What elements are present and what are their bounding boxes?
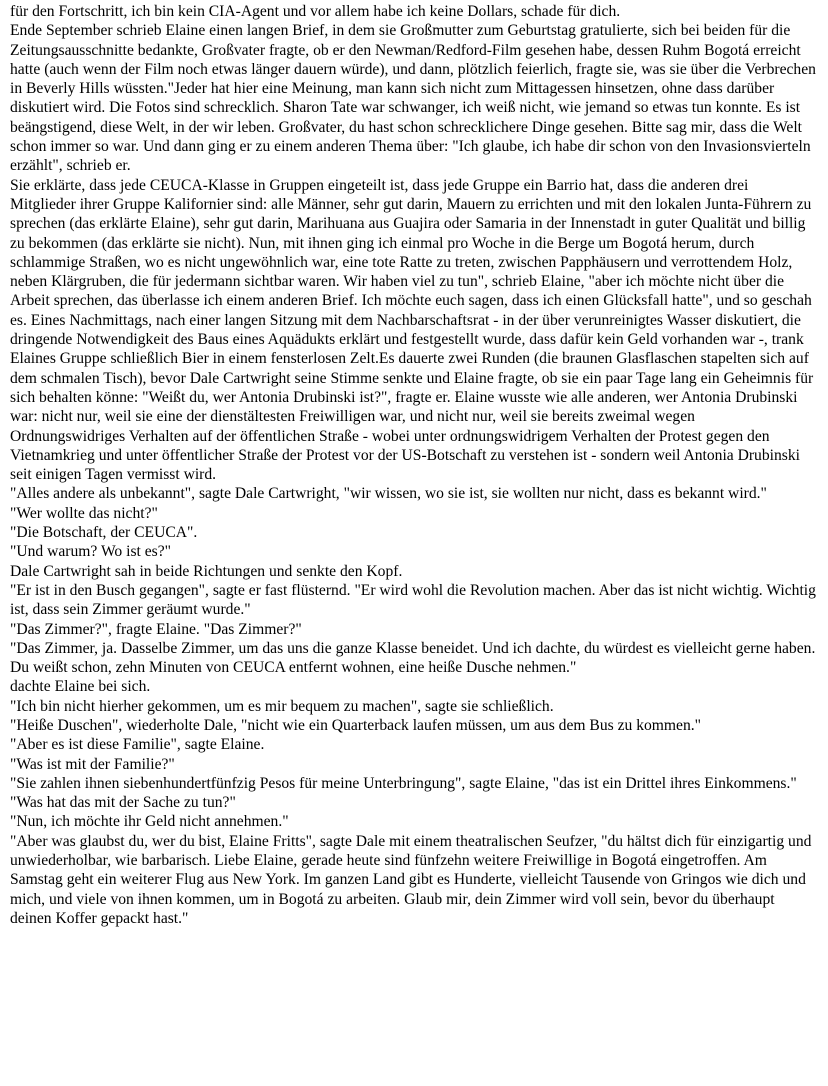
paragraph: Ordnungswidriges Verhalten auf der öffentlichen Straße - wobei unter ordnungswidrigem Verhalten der Protest gegen den Vietnamkrieg und unter öffentlicher Straße der Protest vor der US-Botschaft zu verstehen ist - sondern weil Antonia Drubinski seit einigen Tagen vermisst wird. — [10, 427, 800, 484]
paragraph: für den Fortschritt, ich bin kein CIA-Agent und vor allem habe ich keine Dollars, schade für dich. — [10, 3, 621, 20]
paragraph: "Alles andere als unbekannt", sagte Dale Cartwright, "wir wissen, wo sie ist, sie wollten nur nicht, dass es bekannt wird." — [10, 485, 767, 503]
paragraph: "Aber es ist diese Familie", sagte Elaine. — [10, 736, 265, 754]
paragraph: "Das Zimmer?", fragte Elaine. "Das Zimmer?" — [10, 620, 302, 638]
paragraph: Sie erklärte, dass jede CEUCA-Klasse in Gruppen eingeteilt ist, dass jede Gruppe ein Barrio hat, dass die anderen drei Mitglieder ihrer Gruppe Kalifornier sind: alle Männer, sehr gut darin, Mauern zu errichten und mit den lokalen Junta-Führern zu sprechen (das erklärte Elaine), sehr gut darin, Marihuana aus Guajira oder Samaria in der Innenstadt in guter Qualität und billig zu bekommen (das erklärte sie nicht). Nun, mit ihnen ging ich einmal pro Woche in die Berge um Bogotá herum, durch schlammige Straßen, wo es nicht ungewöhnlich war, eine tote Ratte zu treten, zwischen Papphäusern und verrottendem Holz, neben Klärgruben, die für jedermann sichtbar waren. Wir haben viel zu tun", schrieb Elaine, "aber ich möchte nicht über die Arbeit sprechen, das überlasse ich einem anderen Brief. Ich möchte euch sagen, dass ich einen Glücksfall hatte", und so geschah es. Eines Nachmittags, nach einer langen Sitzung mit dem Nachbarschaftsrat - in der über verunreinigtes Wasser diskutiert, die dringende Notwendigkeit des Baus eines Aquädukts erklärt und festgestellt wurde, dass dafür kein Geld vorhanden war -, trank Elaines Gruppe schließlich Bier in einem fensterlosen Zelt.Es dauerte zwei Runden (die braunen Glasflaschen stapelten sich auf dem schmalen Tisch), bevor Dale Cartwright seine Stimme senkte und Elaine fragte, ob sie ein paar Tage lang ein Geheimnis für sich behalten könne: "Weißt du, wer Antonia Drubinski ist?", fragte er. Elaine wusste wie alle anderen, wer Antonia Drubinski war: nicht nur, weil sie eine der dienstältesten Freiwilligen war, und nicht nur, weil sie bereits zweimal wegen — [10, 176, 814, 426]
paragraph: "Und warum? Wo ist es?" — [10, 543, 172, 561]
paragraph: "Was hat das mit der Sache zu tun?" — [10, 794, 236, 812]
paragraph: dachte Elaine bei sich. — [10, 678, 151, 696]
paragraph: "Er ist in den Busch gegangen", sagte er fast flüsternd. "Er wird wohl die Revolution machen. Aber das ist nicht wichtig. Wichtig ist, dass sein Zimmer geräumt wurde." — [10, 581, 816, 619]
paragraph: "Das Zimmer, ja. Dasselbe Zimmer, um das uns die ganze Klasse beneidet. Und ich dachte, du würdest es vielleicht gerne haben. Du weißt schon, zehn Minuten von CEUCA entfernt wohnen, eine heiße Dusche nehmen." — [10, 639, 816, 677]
paragraph: "Wer wollte das nicht?" — [10, 504, 158, 522]
paragraph: "Ich bin nicht hierher gekommen, um es mir bequem zu machen", sagte sie schließlich. — [10, 697, 554, 715]
paragraph: Dale Cartwright sah in beide Richtungen und senkte den Kopf. — [10, 562, 403, 580]
paragraph: "Nun, ich möchte ihr Geld nicht annehmen." — [10, 813, 289, 831]
paragraph: "Sie zahlen ihnen siebenhundertfünfzig Pesos für meine Unterbringung", sagte Elaine, "das ist ein Drittel ihres Einkommens." — [10, 774, 797, 792]
paragraph: "Die Botschaft, der CEUCA". — [10, 524, 198, 542]
paragraph: Ende September schrieb Elaine einen langen Brief, in dem sie Großmutter zum Geburtstag gratulierte, sich bei beiden für die Zeitungsausschnitte bedankte, Großvater fragte, ob er den Newman/Redford-Film gesehen habe, dessen Ruhm Bogotá erreicht hatte (auch wenn der Film noch etwas länger dauern würde), und dann, plötzlich feierlich, fragte sie, was sie über die Verbrechen in Beverly Hills wüssten."Jeder hat hier eine Meinung, man kann sich nicht zum Mittagessen hinsetzen, ohne dass darüber diskutiert wird. Die Fotos sind schrecklich. Sharon Tate war schwanger, ich weiß nicht, wie jemand so etwas tun konnte. Es ist beängstigend, diese Welt, in der wir leben. Großvater, du hast schon schrecklichere Dinge gesehen. Bitte sag mir, dass die Welt schon immer so war. Und dann ging er zu einem anderen Thema über: "Ich glaube, ich habe dir schon von den Invasionsvierteln erzählt", schrieb er. — [10, 22, 816, 175]
paragraph: "Heiße Duschen", wiederholte Dale, "nicht wie ein Quarterback laufen müssen, um aus dem Bus zu kommen." — [10, 716, 702, 734]
paragraph: "Was ist mit der Familie?" — [10, 755, 175, 773]
paragraph: "Aber was glaubst du, wer du bist, Elaine Fritts", sagte Dale mit einem theatralischen Seufzer, "du hältst dich für einzigartig und unwiederholbar, wie barbarisch. Liebe Elaine, gerade heute sind fünfzehn weitere Freiwillige in Bogotá eingetroffen. Am Samstag geht ein weiterer Flug aus New York. Im ganzen Land gibt es Hunderte, vielleicht Tausende von Gringos wie dich und mich, und viele von ihnen kommen, um in Bogotá zu arbeiten. Glaub mir, dein Zimmer wird voll sein, bevor du überhaupt deinen Koffer gepackt hast." — [10, 832, 812, 927]
